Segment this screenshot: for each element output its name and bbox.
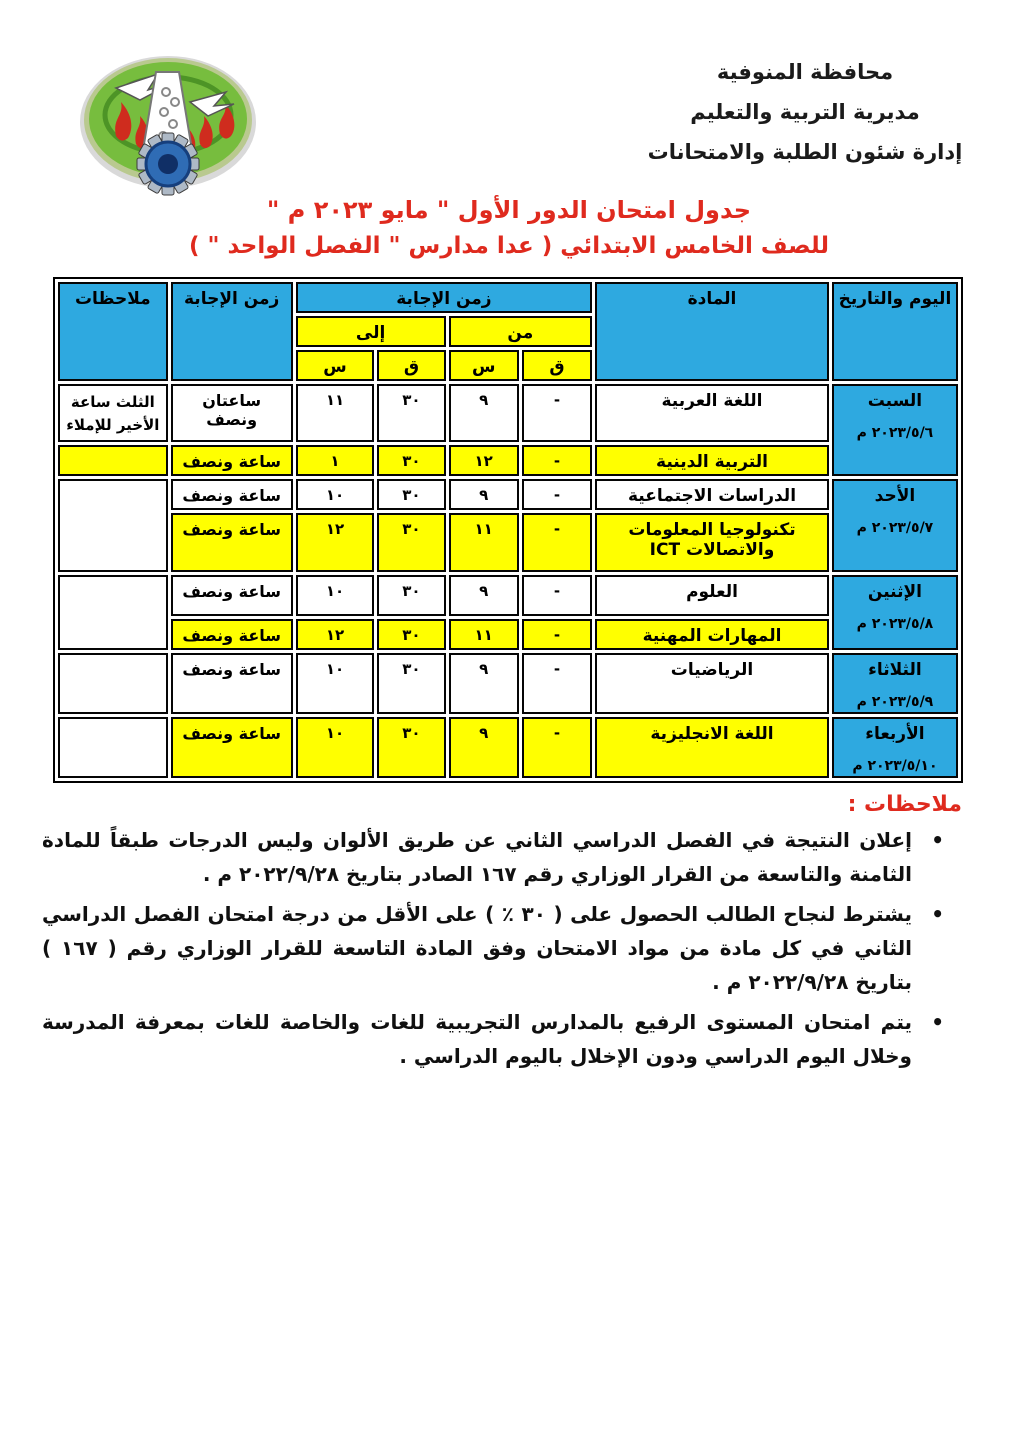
cell-subject: الرياضيات xyxy=(595,653,829,714)
bullet-icon: • xyxy=(931,828,944,852)
header-row-1 xyxy=(58,282,958,313)
cell-from-minute: - xyxy=(522,619,592,650)
cell-day-sunday xyxy=(832,479,958,572)
cell-to-minute: ٣٠ xyxy=(377,513,445,572)
day-date: ٢٠٢٣/٥/٧ م xyxy=(856,519,934,536)
day-name: الإثنين xyxy=(867,581,922,602)
cell-duration: ساعة ونصف xyxy=(171,619,293,650)
header-duration: زمن الإجابة xyxy=(171,282,293,381)
cell-to-minute: ٣٠ xyxy=(377,445,445,476)
cell-from-minute: - xyxy=(522,479,592,510)
day-date: ٢٠٢٣/٥/٨ م xyxy=(856,615,934,632)
cell-from-minute: - xyxy=(522,513,592,572)
remark-item xyxy=(42,823,970,891)
table-row xyxy=(58,445,958,476)
cell-from-hour: ١١ xyxy=(449,513,519,572)
cell-from-hour: ٩ xyxy=(449,384,519,442)
day-name: الثلاثاء xyxy=(868,659,922,680)
cell-from-hour: ٩ xyxy=(449,479,519,510)
header-answer-time: زمن الإجابة xyxy=(296,282,592,313)
cell-duration: ساعة ونصف xyxy=(171,513,293,572)
cell-day-wednesday xyxy=(832,717,958,778)
org-line-administration: إدارة شئون الطلبة والامتحانات xyxy=(647,140,963,164)
cell-from-minute: - xyxy=(522,717,592,778)
cell-subject: المهارات المهنية xyxy=(595,619,829,650)
cell-to-hour: ١٠ xyxy=(296,717,375,778)
org-line-directorate: مديرية التربية والتعليم xyxy=(690,100,920,124)
cell-notes xyxy=(58,445,168,476)
day-name: الأحد xyxy=(874,485,916,506)
cell-to-minute: ٣٠ xyxy=(377,575,445,616)
cell-to-hour: ١١ xyxy=(296,384,375,442)
cell-to-minute: ٣٠ xyxy=(377,717,445,778)
remarks-section xyxy=(42,792,970,1073)
cell-subject: اللغة العربية xyxy=(595,384,829,442)
org-line-governorate: محافظة المنوفية xyxy=(716,60,894,84)
grade-title: للصف الخامس الابتدائي ( عدا مدارس " الفصل الواحد " ) xyxy=(189,233,829,259)
header-from-minute: ق xyxy=(522,350,592,381)
cell-notes xyxy=(58,717,168,778)
remark-text: يشترط لنجاح الطالب الحصول على ( ٣٠ ٪ ) على الأقل من درجة امتحان الفصل الدراسي الثاني في كل مادة من مواد الامتحان وفق المادة التاسعة للقرار الوزاري رقم ( ١٦٧ ) بتاريخ ٢٠٢٢/٩/٢٨ م . xyxy=(42,902,913,994)
cell-from-hour: ١٢ xyxy=(449,445,519,476)
day-name: السبت xyxy=(867,391,923,411)
remark-text: يتم امتحان المستوى الرفيع بالمدارس التجريبية للغات والخاصة للغات بمعرفة المدرسة وخلال اليوم الدراسي ودون الإخلال باليوم الدراسي . xyxy=(42,1010,912,1068)
day-date: ٢٠٢٣/٥/١٠ م xyxy=(852,757,938,774)
exam-schedule-table xyxy=(53,277,963,783)
header-to: إلى xyxy=(296,316,446,347)
remark-text: إعلان النتيجة في الفصل الدراسي الثاني عن طريق الألوان وليس الدرجات طبقاً للمادة الثامنة والتاسعة من القرار الوزاري رقم ١٦٧ الصادر بتاريخ ٢٠٢٢/٩/٢٨ م . xyxy=(42,828,912,886)
exam-title: جدول امتحان الدور الأول " مايو ٢٠٢٣ م " xyxy=(266,196,752,224)
cell-duration: ساعة ونصف xyxy=(171,575,293,616)
day-date: ٢٠٢٣/٥/٦ م xyxy=(856,425,934,441)
cell-duration: ساعة ونصف xyxy=(171,717,293,778)
header-from-hour: س xyxy=(449,350,519,381)
day-date: ٢٠٢٣/٥/٩ م xyxy=(856,693,934,710)
cell-from-minute: - xyxy=(522,575,592,616)
cell-to-hour: ١٢ xyxy=(296,619,375,650)
table-row xyxy=(58,717,958,778)
table-row xyxy=(58,384,958,442)
cell-from-hour: ٩ xyxy=(449,575,519,616)
cell-to-minute: ٣٠ xyxy=(377,479,445,510)
cell-from-hour: ٩ xyxy=(449,653,519,714)
day-name: الأربعاء xyxy=(865,723,925,744)
table-row xyxy=(58,513,958,572)
cell-day-monday xyxy=(832,575,958,650)
remark-item xyxy=(42,897,970,999)
cell-from-minute: - xyxy=(522,653,592,714)
table-row xyxy=(58,575,958,616)
cell-day-saturday xyxy=(832,384,958,476)
cell-duration: ساعة ونصف xyxy=(171,653,293,714)
header-subject: المادة xyxy=(595,282,829,381)
cell-from-hour: ١١ xyxy=(449,619,519,650)
header-notes: ملاحظات xyxy=(58,282,168,381)
cell-notes xyxy=(58,653,168,714)
org-header xyxy=(620,52,990,172)
cell-to-hour: ١٠ xyxy=(296,653,375,714)
remarks-heading: ملاحظات : xyxy=(847,792,962,817)
cell-to-hour: ١٠ xyxy=(296,479,375,510)
cell-duration: ساعتان ونصف xyxy=(171,384,293,442)
header-day: اليوم والتاريخ xyxy=(832,282,958,381)
header-from: من xyxy=(449,316,593,347)
cell-subject: اللغة الانجليزية xyxy=(595,717,829,778)
cell-subject: العلوم xyxy=(595,575,829,616)
cell-duration: ساعة ونصف xyxy=(171,445,293,476)
cell-subject: تكنولوجيا المعلومات والاتصالات ICT xyxy=(595,513,829,572)
cell-from-minute: - xyxy=(522,384,592,442)
cell-to-hour: ١٠ xyxy=(296,575,375,616)
cell-notes: الثلث ساعة الأخير للإملاء xyxy=(58,384,168,442)
cell-from-minute: - xyxy=(522,445,592,476)
header-to-minute: ق xyxy=(377,350,445,381)
cell-notes xyxy=(58,479,168,572)
cell-to-minute: ٣٠ xyxy=(377,619,445,650)
table-row xyxy=(58,619,958,650)
governorate-emblem-logo xyxy=(78,52,258,197)
cell-to-minute: ٣٠ xyxy=(377,384,445,442)
cell-to-minute: ٣٠ xyxy=(377,653,445,714)
table-row xyxy=(58,479,958,510)
emblem-icon xyxy=(78,52,258,197)
table-row xyxy=(58,653,958,714)
cell-from-hour: ٩ xyxy=(449,717,519,778)
header-to-hour: س xyxy=(296,350,375,381)
cell-notes xyxy=(58,575,168,650)
bullet-icon: • xyxy=(931,902,944,926)
cell-subject: الدراسات الاجتماعية xyxy=(595,479,829,510)
cell-to-hour: ١٢ xyxy=(296,513,375,572)
cell-subject: التربية الدينية xyxy=(595,445,829,476)
cell-day-tuesday xyxy=(832,653,958,714)
bullet-icon: • xyxy=(931,1010,944,1034)
cell-to-hour: ١ xyxy=(296,445,375,476)
remark-item xyxy=(42,1005,970,1073)
cell-duration: ساعة ونصف xyxy=(171,479,293,510)
